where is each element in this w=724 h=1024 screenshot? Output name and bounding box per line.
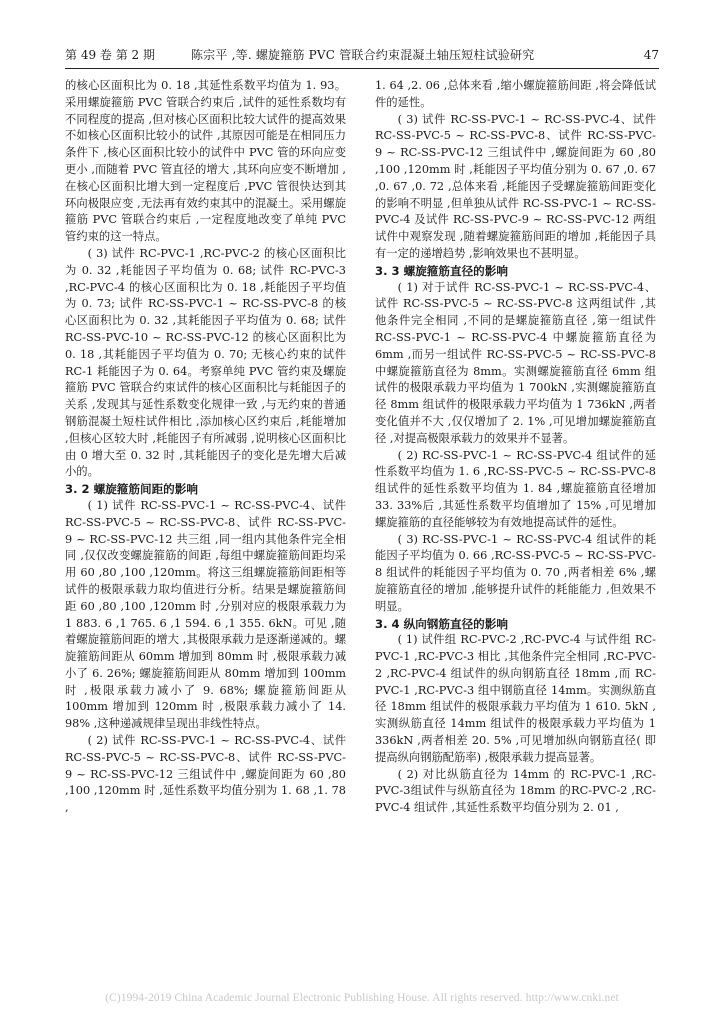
paragraph: ( 2) RC-SS-PVC-1 ~ RC-SS-PVC-4 组试件的延性系数平均值为 1. 6 ,RC-SS-PVC-5 ~ RC-SS-PVC-8 组试件的延性系数平均值为 1. 84 ,螺旋箍筋直径增加 33. 33%后 ,其延性系数平均值增加了 15% ,可见增加螺旋箍筋的直径能够较为有效地提高试件的延性。 <box>375 448 656 529</box>
paragraph: ( 3) 试件 RC-PVC-1 ,RC-PVC-2 的核心区面积比为 0. 32 ,耗能因子平均值为 0. 68; 试件 RC-PVC-3 ,RC-PVC-4 的核心区面积比为 0. 18 ,耗能因子平均值为 0. 73; 试件 RC-SS-PVC-1 ~ RC-SS-PVC-8 的核心区面积比为 0. 32 ,其耗能因子平均值为 0. 68; 试件 RC-SS-PVC-10 ~ RC-SS-PVC-12 的核心区面积比为 0. 18 ,其耗能因子平均值为 0. 70; 无核心约束的试件 RC-1 耗能因子为 0. 64。考察单纯 PVC 管约束及螺旋箍筋 PVC 管联合约束试件的核心区面积比与耗能因子的关系 ,发现其与延性系数变化规律一致 ,与无约束的普通钢筋混凝土短柱试件相比 ,添加核心区约束后 ,耗能增加 ,但核心区较大时 ,耗能因子有所减弱 ,说明核心区面积比由 0 增大至 0. 32 时 ,其耗能因子的变化是先增大后减小的。 <box>65 246 346 479</box>
left-column <box>65 78 346 817</box>
page-number: 47 <box>643 48 659 62</box>
paragraph: ( 3) RC-SS-PVC-1 ~ RC-SS-PVC-4 组试件的耗能因子平均值为 0. 66 ,RC-SS-PVC-5 ~ RC-SS-PVC-8 组试件的耗能因子平均值为 0. 70 ,两者相差 6% ,螺旋箍筋直径的增加 ,能够提升试件的耗能能力 ,但效果不明显。 <box>375 532 656 613</box>
section-heading: 3. 3 螺旋箍筋直径的影响 <box>375 263 508 278</box>
section-heading: 3. 2 螺旋箍筋间距的影响 <box>65 482 198 497</box>
paragraph: ( 1) 试件 RC-SS-PVC-1 ~ RC-SS-PVC-4、试件 RC-SS-PVC-5 ~ RC-SS-PVC-8、试件 RC-SS-PVC-9 ~ RC-SS-PVC-12 共三组 ,同一组内其他条件完全相同 ,仅仅改变螺旋箍筋的间距 ,每组中螺旋箍筋间距均采用 60 ,80 ,100 ,120mm。将这三组螺旋箍筋间距相等试件的极限承载力取均值进行分析。结果是螺旋箍筋间距 60 ,80 ,100 ,120mm 时 ,分别对应的极限承载力为 1 883. 6 ,1 765. 6 ,1 594. 6 ,1 355. 6kN。可见 ,随着螺旋箍筋间距的增大 ,其极限承载力是逐渐递减的。螺旋箍筋间距从 60mm 增加到 80mm 时 ,极限承载力减小了 6. 26%; 螺旋箍筋间距从 80mm 增加到 100mm 时 ,极限承载力减小了 9. 68%; 螺旋箍筋间距从 100mm 增加到 120mm 时 ,极限承载力减小了 14. 98% ,这种递减规律呈现出非线性特点。 <box>65 498 346 731</box>
right-column <box>375 78 656 817</box>
paragraph: ( 2) 对比纵筋直径为 14mm 的 RC-PVC-1 ,RC-PVC-3组试件与纵筋直径为 18mm 的RC-PVC-2 ,RC-PVC-4 组试件 ,其延性系数平均值分别为 2. 01 , <box>375 767 656 815</box>
paragraph: 的核心区面积比为 0. 18 ,其延性系数平均值为 1. 93。采用螺旋箍筋 PVC 管联合约束后 ,试件的延性系数均有不同程度的提高 ,但对核心区面积比较大试件的提高效果不如核心区面积比较小的试件 ,其原因可能是在相同压力条件下 ,核心区面积比较小的试件中 PVC 管的环向应变更小 ,而随着 PVC 管直径的增大 ,其环向应变不断增加 ,在核心区面积比增大到一定程度后 ,PVC 管很快达到其环向极限应变 ,无法再有效约束其中的混凝土。采用螺旋箍筋 PVC 管联合约束后 ,一定程度地改变了单纯 PVC 管约束的这一特点。 <box>65 79 346 244</box>
paragraph: ( 1) 试件组 RC-PVC-2 ,RC-PVC-4 与试件组 RC-PVC-1 ,RC-PVC-3 相比 ,其他条件完全相同 ,RC-PVC-2 ,RC-PVC-4 组试件的纵向钢筋直径 18mm ,而 RC-PVC-1 ,RC-PVC-3 组中钢筋直径 14mm。实测纵筋直径 18mm 组试件的极限承载力平均值为 1 610. 5kN ,实测纵筋直径 14mm 组试件的极限承载力平均值为 1 336kN ,两者相差 20. 5% ,可见增加纵向钢筋直径( 即提高纵向钢筋配筋率) ,极限承载力提高显著。 <box>375 633 656 764</box>
paragraph: 1. 64 ,2. 06 ,总体来看 ,缩小螺旋箍筋间距 ,将会降低试件的延性。 <box>375 79 656 109</box>
paragraph: ( 1) 对于试件 RC-SS-PVC-1 ~ RC-SS-PVC-4、试件 RC-SS-PVC-5 ~ RC-SS-PVC-8 这两组试件 ,其他条件完全相同 ,不同的是螺旋箍筋直径 ,第一组试件 RC-SS-PVC-1 ~ RC-SS-PVC-4 中螺旋箍筋直径为 6mm ,而另一组试件 RC-SS-PVC-5 ~ RC-SS-PVC-8 中螺旋箍筋直径为 8mm。实测螺旋箍筋直径 6mm 组试件的极限承载力平均值为 1 700kN ,实测螺旋箍筋直径 8mm 组试件的极限承载力平均值为 1 736kN ,两者变化值并不大 ,仅仅增加了 2. 1% ,可见增加螺旋箍筋直径 ,对提高极限承载力的效果并不显著。 <box>375 280 656 445</box>
header-rule <box>65 68 659 69</box>
paragraph: ( 2) 试件 RC-SS-PVC-1 ~ RC-SS-PVC-4、试件 RC-SS-PVC-5 ~ RC-SS-PVC-8、试件 RC-SS-PVC-9 ~ RC-SS-PVC-12 三组试件中 ,螺旋间距为 60 ,80 ,100 ,120mm 时 ,延性系数平均值分别为 1. 68 ,1. 78 , <box>65 734 346 815</box>
section-heading: 3. 4 纵向钢筋直径的影响 <box>375 616 508 631</box>
copyright-footer: (C)1994-2019 China Academic Journal Electronic Publishing House. All rights reserved. http://www.cnki.net <box>105 992 619 1004</box>
paragraph: ( 3) 试件 RC-SS-PVC-1 ~ RC-SS-PVC-4、试件 RC-SS-PVC-5 ~ RC-SS-PVC-8、试件 RC-SS-PVC-9 ~ RC-SS-PVC-12 三组试件中 ,螺旋间距为 60 ,80 ,100 ,120mm 时 ,耗能因子平均值分别为 0. 67 ,0. 67 ,0. 67 ,0. 72 ,总体来看 ,耗能因子受螺旋箍筋间距变化的影响不明显 ,但单独从试件 RC-SS-PVC-1 ~ RC-SS-PVC-4 及试件 RC-SS-PVC-9 ~ RC-SS-PVC-12 两组试件中观察发现 ,随着螺旋箍筋间距的增加 ,耗能因子具有一定的递增趋势 ,影响效果也不甚明显。 <box>375 112 656 260</box>
running-title: 陈宗平 ,等. 螺旋箍筋 PVC 管联合约束混凝土轴压短柱试验研究 <box>190 48 535 62</box>
volume-issue: 第 49 卷 第 2 期 <box>65 48 155 62</box>
running-header <box>65 46 659 68</box>
